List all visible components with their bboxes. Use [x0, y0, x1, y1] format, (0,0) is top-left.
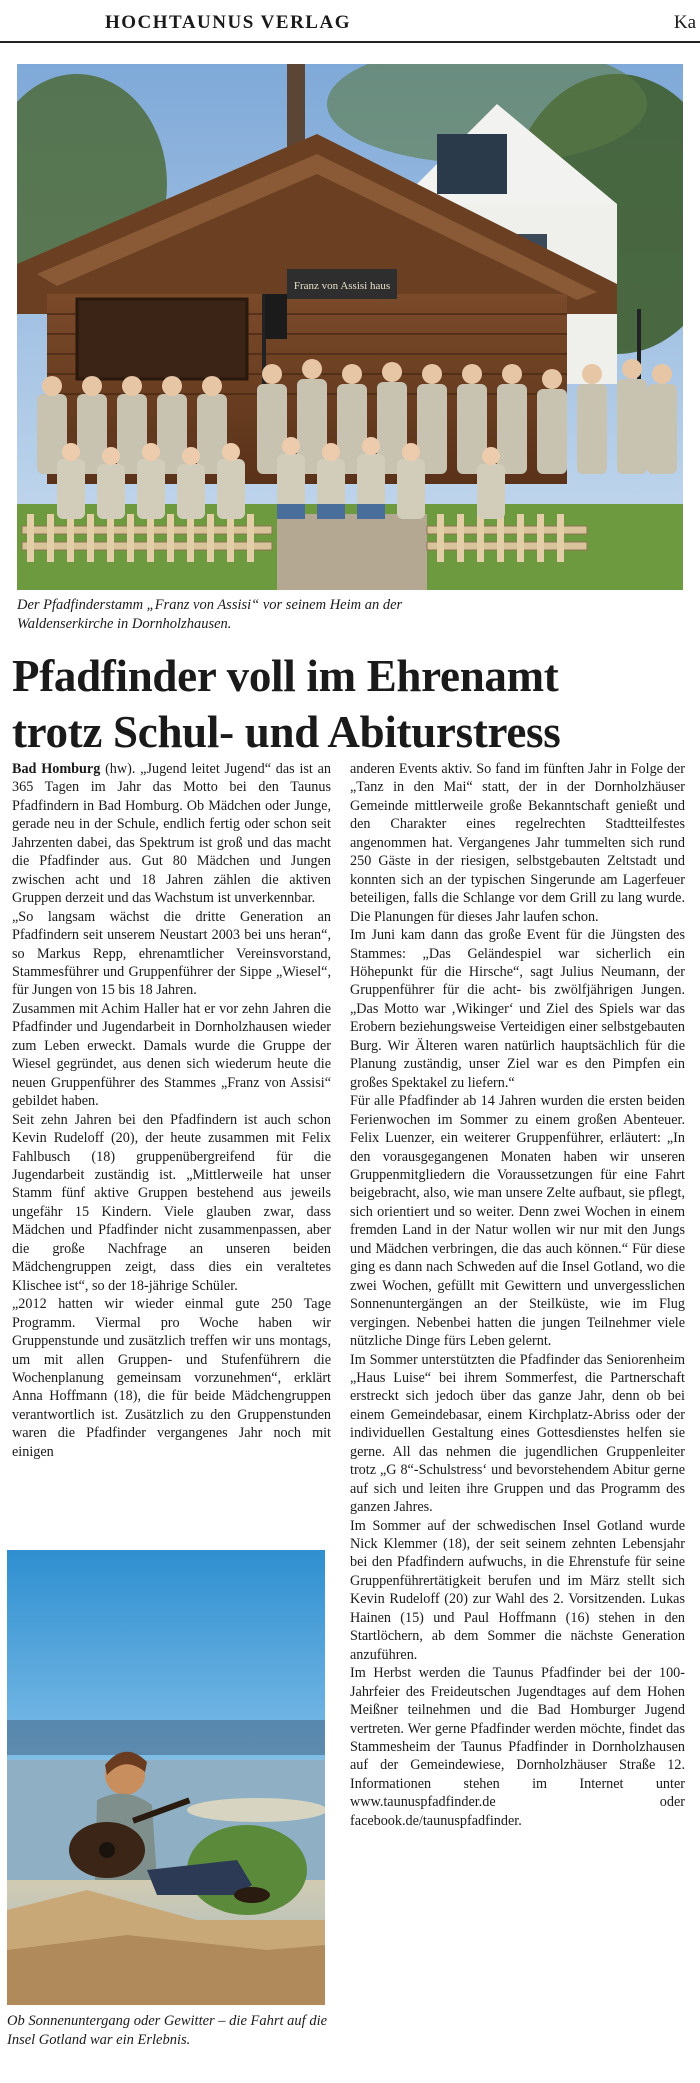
- article-column-1: [12, 760, 331, 1461]
- page-header: [0, 0, 700, 44]
- header-rule: [0, 41, 700, 43]
- publisher-name: HOCHTAUNUS VERLAG: [105, 12, 351, 33]
- guitarist-photo: [7, 1550, 325, 2005]
- headline-line-2: trotz Schul- und Abiturstress: [12, 707, 561, 757]
- paragraph: Im Herbst werden die Taunus Pfadfinder bei der 100-Jahrfeier des Freideutschen Jugendtages auf dem Hohen Meißner teilnehmen und die Bad Homburger Jugend vertreten. Wer gerne Pfadfinder werden möchte, findet das Stammesheim der Taunus Pfadfinder in Dornholzhausen auf der Gemeindewiese, Dornholzhäuser Straße 12. Informationen stehen im Internet unter www.taunuspfadfinder.de oder facebook.de/taunuspfadfinder.: [350, 1665, 685, 1829]
- article-headline: [12, 648, 692, 760]
- dateline: Bad Homburg: [12, 761, 101, 777]
- paragraph: Bad Homburg (hw). „Jugend leitet Jugend“ das ist an 365 Tagen im Jahr das Motto bei den Taunus Pfadfindern in Bad Homburg. Ob Mädchen oder Junge, gerade neu in der Schule, endlich fertig oder schon seit Jahrzenten dabei, das Spektrum ist groß und das macht die Pfadfinder aus. Gut 80 Mädchen und Jungen zwischen acht und 18 Jahren zählen die aktiven Gruppen derzeit und das Wachstum ist unverkennbar.: [12, 761, 331, 907]
- paragraph: Seit zehn Jahren bei den Pfadfindern ist auch schon Kevin Rudeloff (20), der heute zusammen mit Felix Fahlbusch (18) gruppenübergreifend für die Jugendarbeit zuständig ist. „Mittlerweile hat unser Stamm fünf aktive Gruppen bestehend aus jeweils ungefähr 15 Kindern. Viele glauben zwar, dass Mädchen und Pfadfinder nicht zusammenpassen, aber die große Nachfrage an unseren beiden Mädchengruppen zeigt, dass dies ein veraltetes Klischee ist“, so der 18-jährige Schüler.: [12, 1111, 331, 1294]
- article-column-2: [350, 760, 685, 1830]
- group-photo: [17, 64, 683, 590]
- paragraph: Für alle Pfadfinder ab 14 Jahren wurden die ersten beiden Ferienwochen im Sommer zu einem großen Abenteuer. Felix Luenzer, ein weiterer Gruppenführer, erläutert: „In den vorausgegangenen Monaten haben wir unseren Gruppenmitgliedern die Voraussetzungen für eine Fahrt beigebracht, also, wie man unsere Zelte aufbaut, sie pflegt, sich orientiert und so weiter. Denn zwei Wochen in einem fremden Land in der Natur wollen wir nur mit den Jungs und Mädchen verbringen, die das auch können.“ Für diese ging es dann nach Schweden auf die Insel Gotland, wo die zwei Wochen, gefüllt mit Gewittern und unvergesslichen Sonnenuntergängen an der Steilküste, wie im Flug vergingen. Nebenbei hatten die jungen Teilnehmer viele nützliche Dinge fürs Leben gelernt.: [350, 1093, 685, 1350]
- paragraph: „So langsam wächst die dritte Generation an Pfadfindern seit unserem Neustart 2003 bei uns heran“, so Markus Repp, ehrenamtlicher Vereinsvorstand, Stammesführer und Gruppenführer der Sippe „Wiesel“, für Jungen von 15 bis 18 Jahren.: [12, 908, 331, 999]
- header-right-fragment: Ka: [673, 12, 696, 33]
- headline-line-1: Pfadfinder voll im Ehrenamt: [12, 651, 559, 701]
- paragraph: Zusammen mit Achim Haller hat er vor zehn Jahren die Pfadfinder und Jugendarbeit in Dornholzhausen wieder zum Leben erweckt. Damals wurde die Gruppe der Wiesel gegründet, aus denen sich wiederum heute die neuen Gruppenführer des Stammes „Franz von Assisi“ gebildet haben.: [12, 1000, 331, 1110]
- hut-sign: Franz von Assisi haus: [293, 280, 391, 292]
- paragraph: „2012 hatten wir wieder einmal gute 250 Tage Programm. Viermal pro Woche haben wir Gruppenstunde und zusätzlich treffen wir uns montags, um mit allen Gruppen- und Stufenführern die Wochenplanung gemeinsam vorzunehmen“, erklärt Anna Hoffmann (18), die für beide Mädchengruppen verantwortlich ist. Zusätzlich zu den Gruppenstunden waren die Pfadfinder vergangenes Jahr noch mit einigen: [12, 1296, 331, 1460]
- group-photo-caption: Der Pfadfinderstamm „Franz von Assisi“ vor seinem Heim an der Waldenserkirche in Dornholzhausen.: [17, 597, 403, 632]
- paragraph: anderen Events aktiv. So fand im fünften Jahr in Folge der „Tanz in den Mai“ statt, der in der Dornholzhäuser Gemeinde mittlerweile große Bekanntschaft genießt und den Charakter eines regelrechten Stadtteilfestes angenommen hat. Vergangenes Jahr tummelten sich rund 250 Gäste in der riesigen, selbstgebauten Zeltstadt und konnten sich an der typischen Singerunde am Lagerfeuer beteiligen, falls die Schlange vor dem Grill zu lang wurde. Die Planungen für dieses Jahr laufen schon.: [350, 761, 685, 925]
- paragraph: Im Sommer auf der schwedischen Insel Gotland wurde Nick Klemmer (18), der seit seinem zehnten Lebensjahr bei den Pfadfindern aufwuchs, in die Ehrenstufe für seine Gruppenführertätigkeit berufen und im März stellt sich Kevin Rudeloff (20) zur Wahl des 2. Vorsitzenden. Lukas Hainen (15) und Paul Hoffmann (16) stehen in den Startlöchern, ab dem Sommer die nächste Generation anzuführen.: [350, 1517, 685, 1663]
- paragraph: Im Juni kam dann das große Event für die Jüngsten des Stammes: „Das Geländespiel war sicherlich ein Höhepunkt für die Hirsche“, sagt Julius Neumann, der Gruppenführer für die acht- bis zwölfjährigen Jungen. „Das Motto war ‚Wikinger‘ und Ziel des Spiels war das Erobern beziehungsweise Verteidigen einer selbstgebauten Burg. Wir Älteren waren natürlich hauptsächlich für die Planung zuständig, unser Ziel war es den Pimpfen ein großes Spektakel zu liefern.“: [350, 927, 685, 1091]
- guitarist-photo-caption: Ob Sonnenuntergang oder Gewitter – die Fahrt auf die Insel Gotland war ein Erlebnis.: [7, 2013, 328, 2048]
- paragraph: Im Sommer unterstützten die Pfadfinder das Seniorenheim „Haus Luise“ bei ihrem Sommerfest, die Partnerschaft erstreckt sich jedoch über das ganze Jahr, denn ob bei einem Gemeindebasar, einem Kirchplatz-Abriss oder der individuellen Gestaltung eines Gottesdienstes helfen sie gerne. All das nehmen die jugendlichen Gruppenleiter trotz „G 8“-Schulstress‘ und bevorstehendem Abitur gerne auf sich und leiten ihre Gruppen und das Programm des ganzen Jahres.: [350, 1351, 685, 1516]
